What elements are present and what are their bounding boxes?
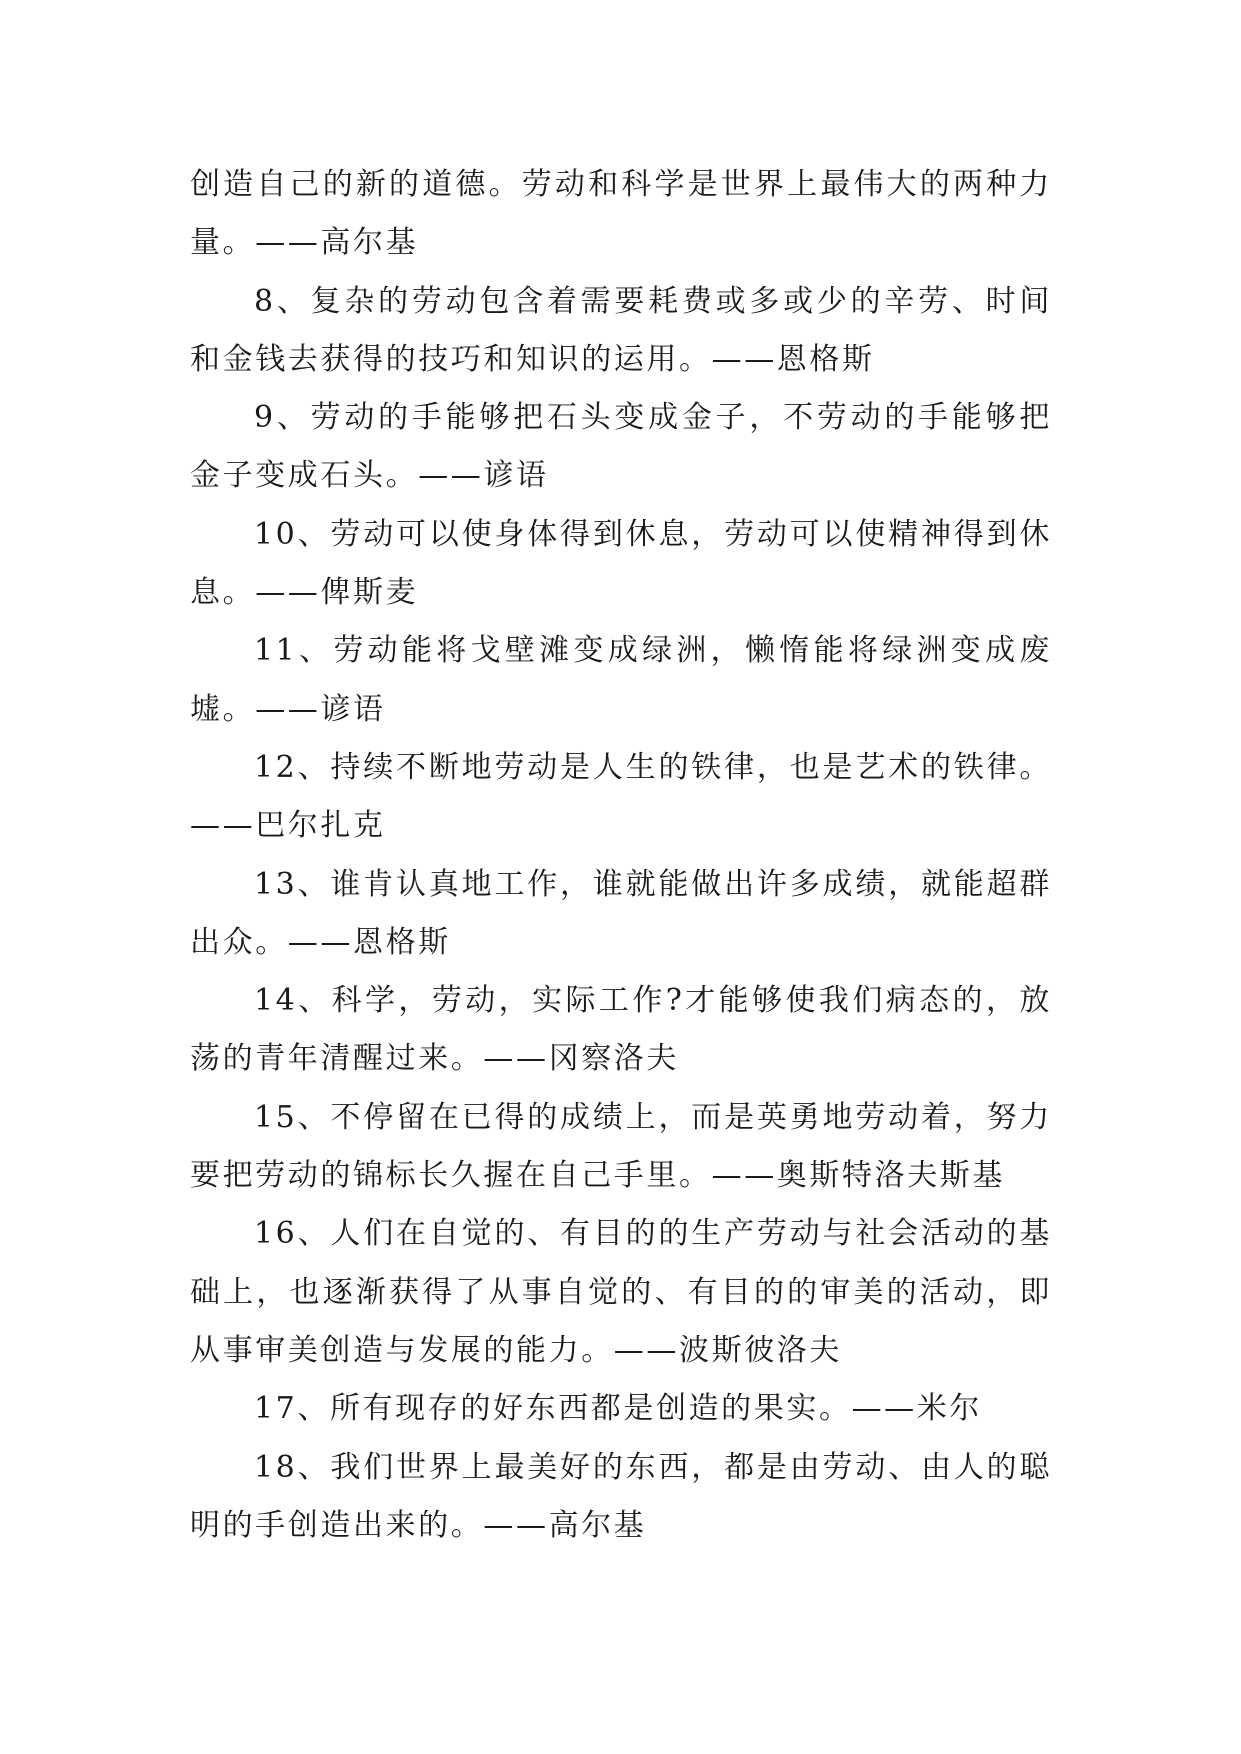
document-body (190, 156, 1052, 1555)
quote-item-18: 18、我们世界上最美好的东西，都是由劳动、由人的聪明的手创造出来的。——高尔基 (190, 1449, 1052, 1543)
quote-item-8: 8、复杂的劳动包含着需要耗费或多或少的辛劳、时间和金钱去获得的技巧和知识的运用。——恩格斯 (190, 283, 1052, 377)
quote-item-9: 9、劳动的手能够把石头变成金子，不劳动的手能够把金子变成石头。——谚语 (190, 400, 1052, 494)
quote-item-14: 14、科学，劳动，实际工作?才能够使我们病态的，放荡的青年清醒过来。——冈察洛夫 (190, 983, 1052, 1077)
quote-item-17: 17、所有现存的好东西都是创造的果实。——米尔 (254, 1391, 982, 1427)
quote-item-11: 11、劳动能将戈壁滩变成绿洲，懒惰能将绿洲变成废墟。——谚语 (190, 633, 1052, 727)
continuation-paragraph: 创造自己的新的道德。劳动和科学是世界上最伟大的两种力量。——高尔基 (190, 167, 1052, 261)
quote-item-13: 13、谁肯认真地工作，谁就能做出许多成绩，就能超群出众。——恩格斯 (190, 866, 1052, 960)
quote-item-15: 15、不停留在已得的成绩上，而是英勇地劳动着，努力要把劳动的锦标长久握在自己手里。——奥斯特洛夫斯基 (190, 1099, 1052, 1194)
quote-item-16: 16、人们在自觉的、有目的的生产劳动与社会活动的基础上，也逐渐获得了从事自觉的、有目的的审美的活动，即从事审美创造与发展的能力。——波斯彼洛夫 (190, 1216, 1052, 1368)
quote-item-10: 10、劳动可以使身体得到休息，劳动可以使精神得到休息。——俾斯麦 (190, 516, 1052, 611)
quote-item-12: 12、持续不断地劳动是人生的铁律，也是艺术的铁律。——巴尔扎克 (190, 749, 1052, 844)
